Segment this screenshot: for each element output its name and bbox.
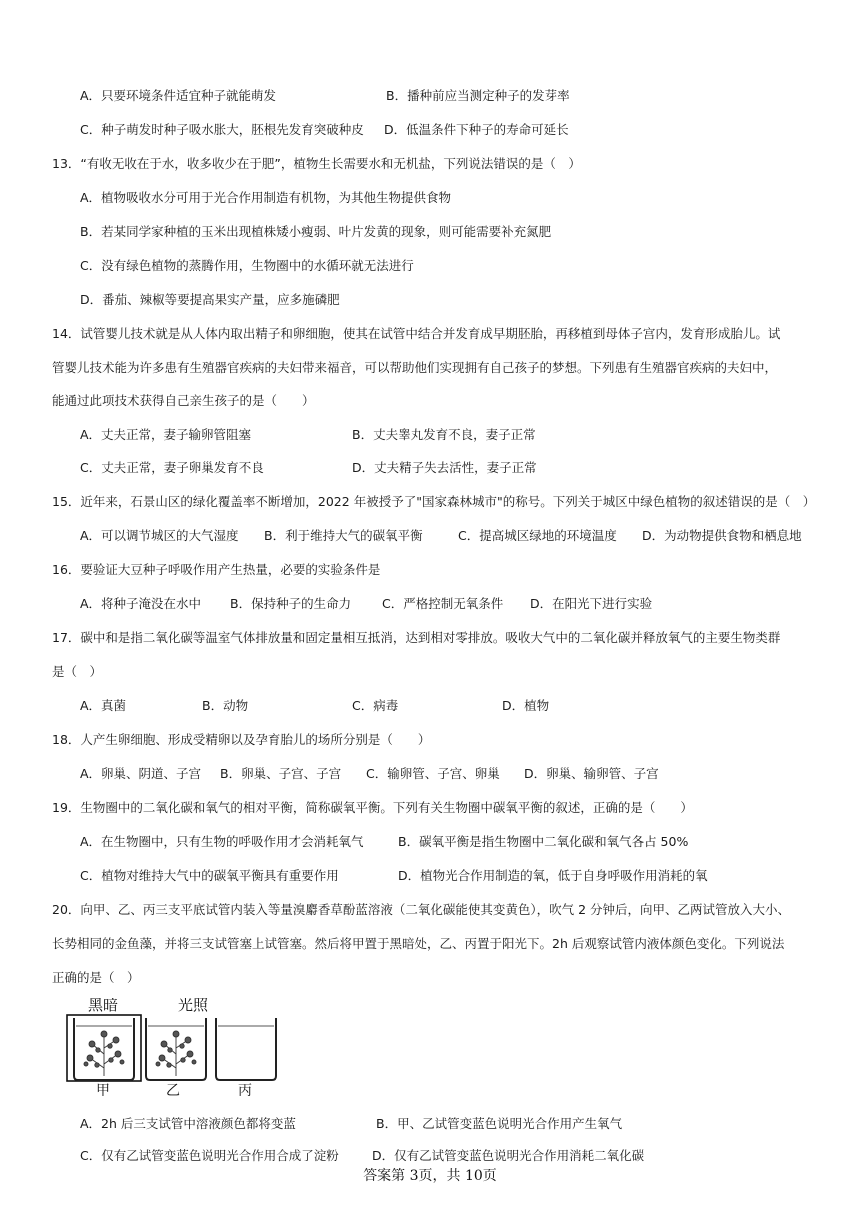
waterweed-plant-icon bbox=[156, 1031, 196, 1076]
tube-jia bbox=[74, 1018, 134, 1080]
q12-option-a: A．只要环境条件适宜种子就能萌发 bbox=[80, 88, 277, 103]
q18-stem: 18．人产生卵细胞、形成受精卵以及孕育胎儿的场所分别是（ ） bbox=[52, 732, 431, 747]
q14-stem-line-2: 管婴儿技术能为许多患有生殖器官疾病的夫妇带来福音，可以帮助他们实现拥有自己孩子的梦想。下列患有生殖器官疾病的夫妇中， bbox=[52, 360, 778, 375]
q18-option-b: B．卵巢、子宫、子宫 bbox=[220, 766, 342, 781]
q13-option-c: C．没有绿色植物的蒸腾作用，生物圈中的水循环就无法进行 bbox=[80, 258, 414, 273]
q16-stem: 16．要验证大豆种子呼吸作用产生热量，必要的实验条件是 bbox=[52, 562, 381, 577]
q20-option-a: A．2h 后三支试管中溶液颜色都将变蓝 bbox=[80, 1116, 296, 1131]
page-footer: 答案第 3页，共 10页 bbox=[363, 1168, 497, 1184]
q15-option-a: A．可以调节城区的大气湿度 bbox=[80, 528, 239, 543]
q20-option-d: D．仅有乙试管变蓝色说明光合作用消耗二氧化碳 bbox=[372, 1148, 645, 1163]
q13-option-a: A．植物吸收水分可用于光合作用制造有机物，为其他生物提供食物 bbox=[80, 190, 452, 205]
q17-option-c: C．病毒 bbox=[352, 698, 399, 713]
q13-option-b: B．若某同学家种植的玉米出现植株矮小瘦弱、叶片发黄的现象，则可能需要补充氮肥 bbox=[80, 224, 552, 239]
q18-option-d: D．卵巢、输卵管、子宫 bbox=[524, 766, 659, 781]
q15-option-d: D．为动物提供食物和栖息地 bbox=[642, 528, 802, 543]
q16-option-b: B．保持种子的生命力 bbox=[230, 596, 352, 611]
q19-option-c: C．植物对维持大气中的碳氧平衡具有重要作用 bbox=[80, 868, 339, 883]
q18-option-a: A．卵巢、阴道、子宫 bbox=[80, 766, 202, 781]
q15-stem: 15．近年来，石景山区的绿化覆盖率不断增加，2022 年被授予了"国家森林城市"的称号。下列关于城区中绿色植物的叙述错误的是（ ） bbox=[52, 494, 816, 509]
q14-option-b: B．丈夫睾丸发育不良，妻子正常 bbox=[352, 427, 536, 442]
q17-stem-line-1: 17．碳中和是指二氧化碳等温室气体排放量和固定量相互抵消，达到相对零排放。吸收大气中的二氧化碳并释放氧气的主要生物类群 bbox=[52, 630, 781, 645]
q15-option-c: C．提高城区绿地的环境温度 bbox=[458, 528, 617, 543]
q19-option-d: D．植物光合作用制造的氧，低于自身呼吸作用消耗的氧 bbox=[398, 868, 708, 883]
q17-stem-line-2: 是（ ） bbox=[52, 664, 103, 679]
q20-option-c: C．仅有乙试管变蓝色说明光合作用合成了淀粉 bbox=[80, 1148, 339, 1163]
q12-option-b: B．播种前应当测定种子的发芽率 bbox=[386, 88, 570, 103]
q14-option-d: D．丈夫精子失去活性，妻子正常 bbox=[352, 460, 537, 475]
q12-option-d: D．低温条件下种子的寿命可延长 bbox=[384, 122, 569, 137]
waterweed-plant-icon bbox=[84, 1031, 124, 1076]
q20-test-tube-figure bbox=[66, 998, 280, 1096]
tube-label-yi: 乙 bbox=[166, 1083, 180, 1096]
q20-option-b: B．甲、乙试管变蓝色说明光合作用产生氧气 bbox=[376, 1116, 623, 1131]
q14-option-a: A．丈夫正常，妻子输卵管阻塞 bbox=[80, 427, 252, 442]
label-dark: 黑暗 bbox=[88, 998, 119, 1014]
q14-option-c: C．丈夫正常，妻子卵巢发育不良 bbox=[80, 460, 264, 475]
label-light: 光照 bbox=[178, 998, 209, 1014]
q17-option-d: D．植物 bbox=[502, 698, 550, 713]
q12-option-c: C．种子萌发时种子吸水胀大，胚根先发育突破种皮 bbox=[80, 122, 364, 137]
q13-option-d: D．番茄、辣椒等要提高果实产量，应多施磷肥 bbox=[80, 292, 340, 307]
q17-option-a: A．真菌 bbox=[80, 698, 127, 713]
tube-yi bbox=[146, 1018, 206, 1080]
q20-stem-line-2: 长势相同的金鱼藻，并将三支试管塞上试管塞。然后将甲置于黑暗处，乙、丙置于阳光下。2h 后观察试管内液体颜色变化。下列说法 bbox=[52, 936, 785, 951]
q16-option-a: A．将种子淹没在水中 bbox=[80, 596, 202, 611]
q20-stem-line-1: 20．向甲、乙、丙三支平底试管内装入等量溴麝香草酚蓝溶液（二氧化碳能使其变黄色），吹气 2 分钟后，向甲、乙两试管放入大小、 bbox=[52, 902, 791, 917]
q13-stem: 13．“有收无收在于水，收多收少在于肥”，植物生长需要水和无机盐，下列说法错误的是（ ） bbox=[52, 156, 581, 171]
q16-option-c: C．严格控制无氧条件 bbox=[382, 596, 504, 611]
q19-option-a: A．在生物圈中，只有生物的呼吸作用才会消耗氧气 bbox=[80, 834, 364, 849]
q14-stem-line-1: 14．试管婴儿技术就是从人体内取出精子和卵细胞，使其在试管中结合并发育成早期胚胎，再移植到母体子宫内，发育形成胎儿。试 bbox=[52, 326, 781, 341]
q15-option-b: B．利于维持大气的碳氧平衡 bbox=[264, 528, 423, 543]
tube-bing bbox=[216, 1018, 276, 1080]
q18-option-c: C．输卵管、子宫、卵巢 bbox=[366, 766, 500, 781]
q17-option-b: B．动物 bbox=[202, 698, 249, 713]
q19-option-b: B．碳氧平衡是指生物圈中二氧化碳和氧气各占 50% bbox=[398, 834, 689, 849]
q19-stem: 19．生物圈中的二氧化碳和氧气的相对平衡，简称碳氧平衡。下列有关生物圈中碳氧平衡的叙述，正确的是（ ） bbox=[52, 800, 693, 815]
q20-stem-line-3: 正确的是（ ） bbox=[52, 970, 140, 985]
tube-label-jia: 甲 bbox=[96, 1083, 110, 1096]
q14-stem-line-3: 能通过此项技术获得自己亲生孩子的是（ ） bbox=[52, 393, 315, 408]
tube-label-bing: 丙 bbox=[238, 1083, 252, 1096]
q16-option-d: D．在阳光下进行实验 bbox=[530, 596, 653, 611]
